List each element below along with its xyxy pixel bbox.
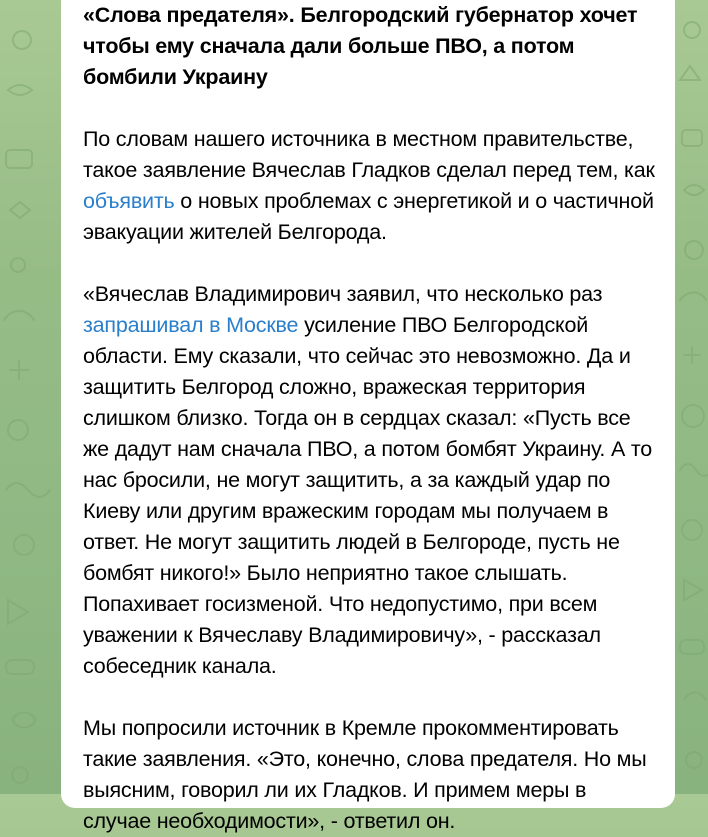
- paragraph-1-text-end: о новых проблемах с энергетикой и о частичной эвакуации жителей Белгорода.: [83, 189, 654, 244]
- paragraph-2-text-end: усиление ПВО Белгородской области. Ему сказали, что сейчас это невозможно. Да и защитить Белгород сложно, вражеская территория слишком близко. Тогда он в сердцах сказал: «Пусть все же дадут нам сначала ПВО, а потом бомбят Украину. А то нас бросили, не могут защитить, а за каждый удар по Киеву или другим вражеским городам мы получаем в ответ. Не могут защитить людей в Белгороде, пусть не бомбят никого!» Было неприятно такое слышать. Попахивает госизменой. Что недопустимо, при всем уважении к Вячеславу Владимировичу», - рассказал собеседник канала.: [83, 313, 653, 678]
- link-announce[interactable]: объявить: [83, 189, 175, 213]
- message-bubble: [61, 0, 675, 833]
- message-paragraph-3: Мы попросили источник в Кремле прокомментировать такие заявления. «Это, конечно, слова предателя. Но мы выясним, говорил ли их Гладков. И примем меры в случае необходимости», - ответил он.: [83, 716, 647, 833]
- link-requested-in-moscow[interactable]: запрашивал в Москве: [83, 313, 299, 337]
- paragraph-2-text-start: «Вячеслав Владимирович заявил, что несколько раз: [83, 282, 603, 306]
- message-title: «Слова предателя». Белгородский губернатор хочет чтобы ему сначала дали больше ПВО, а потом бомбили Украину: [83, 3, 638, 89]
- message-paragraph-1: [83, 124, 655, 248]
- message-paragraph-2: [83, 279, 655, 682]
- paragraph-1-text-start: По словам нашего источника в местном правительстве, такое заявление Вячеслав Гладков сделал перед тем, как: [83, 127, 655, 182]
